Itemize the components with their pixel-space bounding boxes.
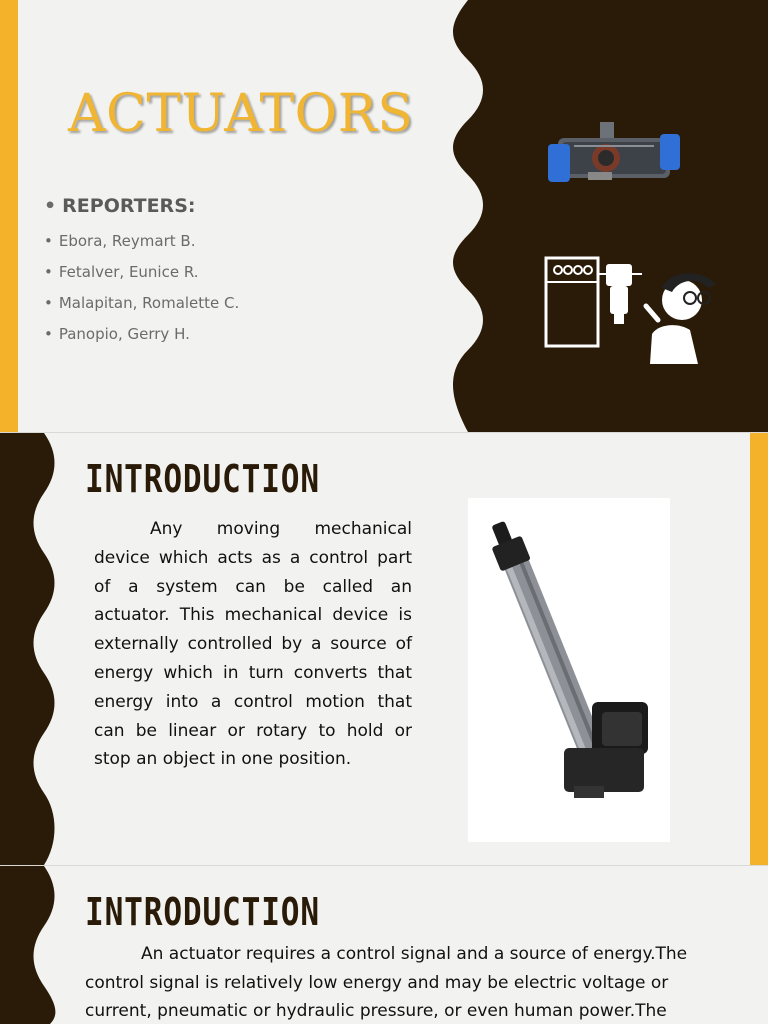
section-title: INTRODUCTION xyxy=(85,890,320,934)
list-item: • Panopio, Gerry H. xyxy=(44,325,190,343)
linear-actuator-image xyxy=(468,498,670,842)
dark-wavy-panel xyxy=(0,866,60,1024)
reporters-list xyxy=(44,192,239,350)
rotary-actuator-image xyxy=(544,116,684,200)
presentation-title: ACTUATORS xyxy=(68,84,414,144)
list-item: • Fetalver, Eunice R. xyxy=(44,263,199,281)
slide-introduction-1 xyxy=(0,433,768,865)
gold-accent-bar xyxy=(750,433,768,865)
section-title: INTRODUCTION xyxy=(85,457,320,501)
reporters-heading: • REPORTERS: xyxy=(44,195,196,217)
slide-title xyxy=(0,0,768,432)
engineer-cartoon-image xyxy=(540,254,724,364)
intro-paragraph: Any moving mechanical device which acts as a control part of a system can be called an actuator. This mechanical device is externally controlled by a source of energy which in turn converts that energy into a control motion that can be linear or rotary to hold or stop an object in one position. xyxy=(94,519,412,770)
list-item: • Ebora, Reymart B. xyxy=(44,232,196,250)
list-item: • Malapitan, Romalette C. xyxy=(44,294,240,312)
slide-introduction-2 xyxy=(0,866,768,1024)
intro-paragraph: An actuator requires a control signal and a source of energy.The control signal is relatively low energy and may be electric voltage or current, pneumatic or hydraulic pressure, or even human power.The xyxy=(85,944,688,1021)
dark-wavy-panel xyxy=(0,433,60,865)
